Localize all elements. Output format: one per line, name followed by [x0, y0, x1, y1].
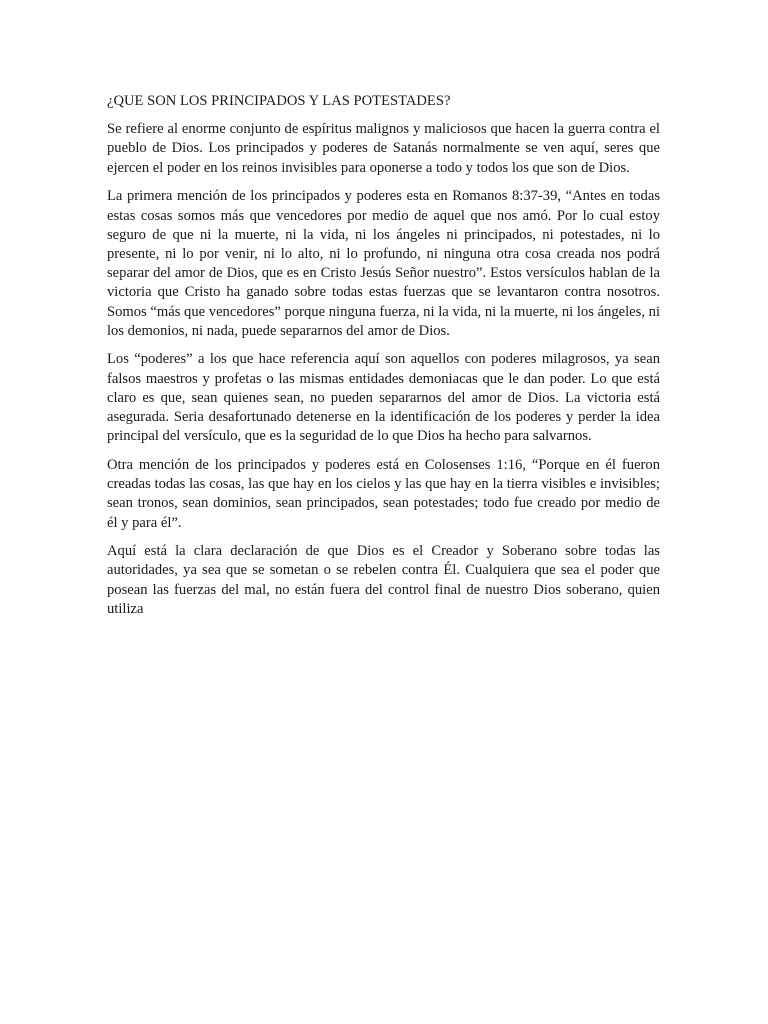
paragraph-2: La primera mención de los principados y poderes esta en Romanos 8:37-39, “Antes en todas estas cosas somos más que vencedores por medio de aquel que nos amó. Por lo cual estoy seguro de que ni la muerte, ni la vida, ni los ángeles ni principados, ni potestades, ni lo presente, ni lo por venir, ni lo alto, ni lo profundo, ni ninguna otra cosa creada nos podrá separar del amor de Dios, que es en Cristo Jesús Señor nuestro”. Estos versículos hablan de la victoria que Cristo ha ganado sobre todas estas fuerzas que se levantaron contra nosotros. Somos “más que vencedores” porque ninguna fuerza, ni la vida, ni la muerte, ni los ángeles, ni los demonios, ni nada, puede separarnos del amor de Dios.: [107, 188, 660, 339]
paragraph-4: Otra mención de los principados y poderes está en Colosenses 1:16, “Porque en él fueron creadas todas las cosas, las que hay en los cielos y las que hay en la tierra visibles e invisibles; sean tronos, sean dominios, sean principados, sean potestades; todo fue creado por medio de él y para él”.: [107, 456, 660, 531]
paragraph-1: Se refiere al enorme conjunto de espíritus malignos y maliciosos que hacen la guerra contra el pueblo de Dios. Los principados y poderes de Satanás normalmente se ven aquí, seres que ejercen el poder en los reinos invisibles para oponerse a todo y todos los que son de Dios.: [107, 121, 660, 176]
paragraph-3: Los “poderes” a los que hace referencia aquí son aquellos con poderes milagrosos, ya sean falsos maestros y profetas o las mismas entidades demoniacas que le dan poder. Lo que está claro es que, sean quienes sean, no pueden separarnos del amor de Dios. La victoria está asegurada. Seria desafortunado detenerse en la identificación de los poderes y perder la idea principal del versículo, que es la seguridad de lo que Dios ha hecho para salvarnos.: [107, 351, 660, 445]
paragraph-5: Aquí está la clara declaración de que Dios es el Creador y Soberano sobre todas las autoridades, ya sea que se sometan o se rebelen contra Él. Cualquiera que sea el poder que posean las fuerzas del mal, no están fuera del control final de nuestro Dios soberano, quien utiliza: [107, 543, 660, 617]
document-body: [107, 92, 660, 629]
document-heading: ¿QUE SON LOS PRINCIPADOS Y LAS POTESTADES?: [107, 93, 451, 109]
